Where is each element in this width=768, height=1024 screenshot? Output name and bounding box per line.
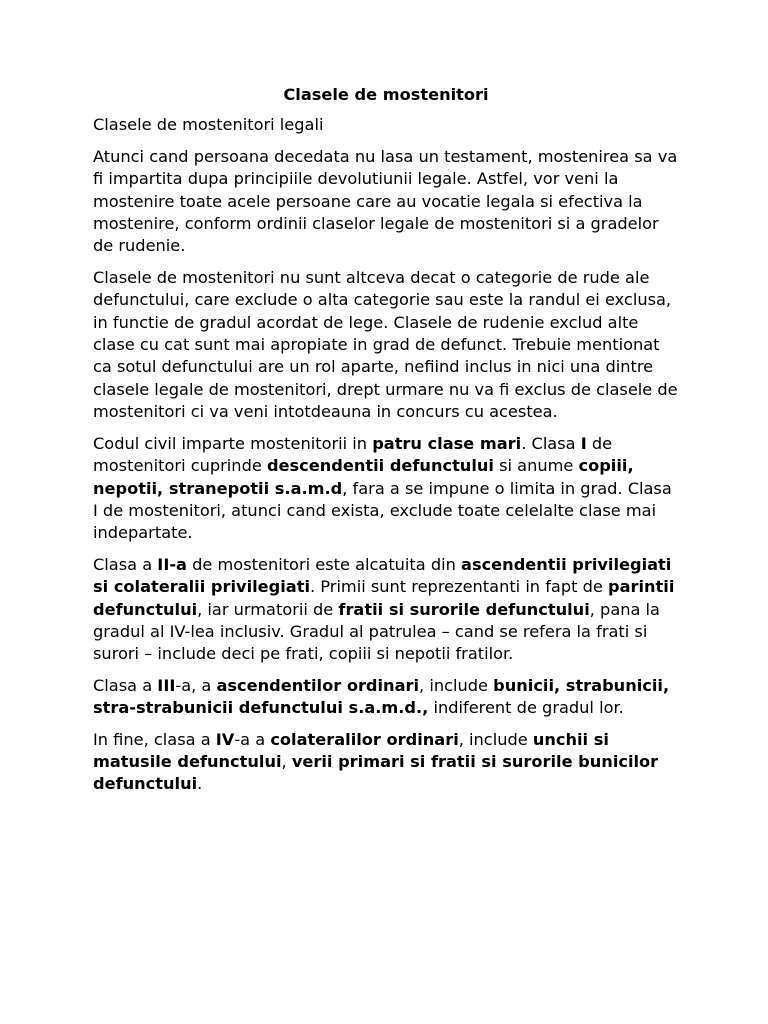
text-run: de mostenitori cuprinde (93, 433, 613, 476)
text-run: -a, a (175, 675, 217, 695)
text-run: . Primii sunt reprezentanti in fapt de (310, 577, 608, 597)
paragraph (93, 433, 679, 545)
bold-run: parintii defunctului (93, 577, 675, 619)
text-run: Atunci cand persoana decedata nu lasa un testament, mostenirea sa va fi impartita dupa principiile devolutiunii legale. Astfel, vor veni la mostenire toate acele persoane care au vocatie legala si efectiva la mostenire, conform ordinii claselor legale de mostenitori si a gradelor de rudenie. (93, 146, 678, 256)
bold-run: descendentii defunctului (266, 456, 494, 476)
bold-run: ascendentii privilegiati si colateralii privilegiati (93, 554, 672, 597)
text-run: In fine, clasa a (93, 729, 216, 749)
bold-run: I (580, 433, 587, 453)
text-run: , pana la gradul al IV-lea inclusiv. Gradul al patrulea – cand se refera la frati si surori – include deci pe frati, copiii si nepotii fratilor. (93, 599, 660, 664)
bold-run: unchii si matusile defunctului (93, 729, 609, 771)
text-run: . Clasa (521, 433, 581, 453)
document-subtitle: Clasele de mostenitori legali (93, 115, 324, 135)
text-run: Clasa a (93, 554, 158, 574)
bold-run: copiii, nepotii, stranepotii s.a.m.d (93, 456, 634, 498)
document-page (93, 84, 679, 805)
text-run: . (197, 774, 203, 794)
text-run: -a a (234, 729, 271, 749)
bold-run: IV (215, 729, 235, 749)
text-run: , include (458, 729, 533, 749)
paragraph (93, 146, 679, 258)
bold-run: verii primari si fratii si surorile bunicilor defunctului (93, 751, 659, 794)
paragraph (93, 675, 679, 720)
bold-run: III (157, 675, 176, 695)
bold-run: bunicii, strabunicii, stra-strabunicii defunctului s.a.m.d., (93, 675, 670, 718)
text-run: , fara a se impune o limita in grad. Clasa I de mostenitori, atunci cand exista, exclude toate celelalte clase mai indepartate. (93, 478, 672, 543)
paragraph (93, 729, 679, 796)
text-run: indiferent de gradul lor. (428, 698, 624, 718)
bold-run: colateralilor ordinari (270, 729, 459, 749)
text-run: Clasele de mostenitori nu sunt altceva decat o categorie de rude ale defunctului, care exclude o alta categorie sau este la randul ei exclusa, in functie de gradul acordat de lege. Clasele de rudenie exclud alte clase cu cat sunt mai apropiate in grad de defunct. Trebuie mentionat ca sotul defunctului are un rol aparte, nefiind inclus in nici una dintre clasele legale de mostenitori, drept urmare nu va fi exclus de clasele de mostenitori ci va veni intotdeauna in concurs cu acestea. (93, 267, 678, 422)
text-run: , include (419, 675, 494, 695)
text-run: si anume (493, 456, 579, 476)
text-run: , iar urmatorii de (197, 599, 339, 619)
text-run: Clasa a (93, 675, 158, 695)
bold-run: fratii si surorile defunctului (338, 599, 590, 619)
paragraph (93, 554, 679, 666)
text-run: de mostenitori este alcatuita din (187, 554, 462, 574)
paragraph (93, 267, 679, 424)
text-run: , (281, 751, 292, 771)
document-title: Clasele de mostenitori (283, 85, 489, 104)
bold-run: patru clase mari (372, 433, 522, 453)
document-body (93, 146, 679, 796)
bold-run: ascendentilor ordinari (216, 675, 420, 695)
bold-run: II-a (157, 554, 187, 574)
text-run: Codul civil imparte mostenitorii in (93, 433, 373, 453)
